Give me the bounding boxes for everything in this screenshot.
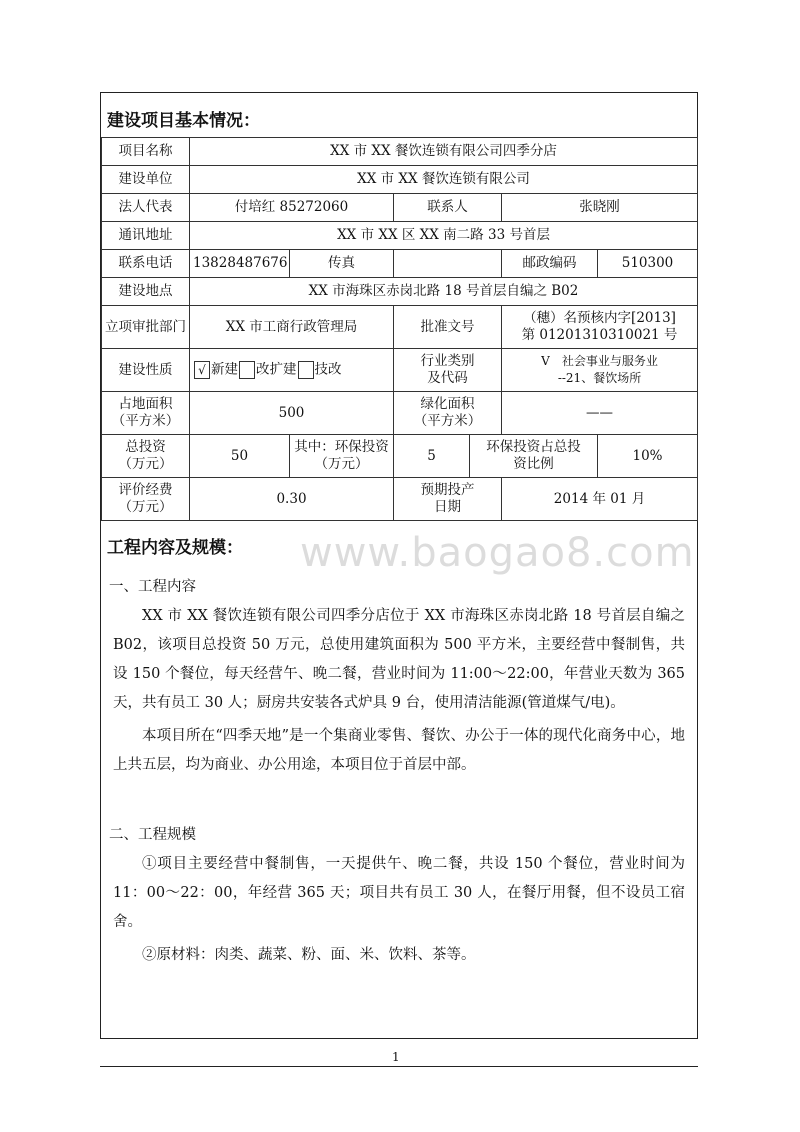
- builder-value: XX 市 XX 餐饮连锁有限公司: [190, 166, 698, 194]
- area-label: [102, 392, 190, 435]
- cell-label: 建设单位: [102, 166, 190, 194]
- address-value: XX 市 XX 区 XX 南二路 33 号首层: [190, 222, 698, 250]
- option-tech-label: 技改: [314, 361, 342, 378]
- project-content: [101, 529, 697, 970]
- legal-rep-value: 付培红 85272060: [190, 194, 394, 222]
- green-value: ——: [502, 392, 698, 435]
- project-name-value: XX 市 XX 餐饮连锁有限公司四季分店: [190, 138, 698, 166]
- date-label-line-2: 日期: [434, 499, 461, 515]
- paragraph: 本项目所在“四季天地”是一个集商业零售、餐饮、办公于一体的现代化商务中心，地上共五层，均为商业、办公用途，本项目位于首层中部。: [113, 728, 685, 773]
- cell-label: 项目名称: [102, 138, 190, 166]
- cell-label: 建设性质: [102, 349, 190, 392]
- table-row: [102, 478, 698, 521]
- fax-value: [394, 250, 502, 278]
- subheading-content: 一、工程内容: [109, 579, 196, 595]
- paragraph: XX 市 XX 餐饮连锁有限公司四季分店位于 XX 市海珠区赤岗北路 18 号首层自编之 B02，该项目总投资 50 万元，总使用建筑面积为 500 平方米，主要经营中餐制售，共设 150 个餐位，每天经营午、晚二餐，营业时间为 11:00～22:00，年营业天数为 365 天，共有员工 30 人；厨房共安装各式炉具 9 台，使用清洁能源(管道煤气/电)。: [113, 608, 685, 711]
- approval-doc-line-1: （穗）名预核内字[2013]: [523, 310, 676, 326]
- industry-value-line-1: V 社会事业与服务业: [541, 354, 658, 368]
- basic-info-title: 建设项目基本情况：: [107, 111, 260, 131]
- ratio-label-line-1: 环保投资占总投: [486, 439, 581, 455]
- content-title: 工程内容及规模：: [107, 538, 243, 558]
- table-row: [102, 194, 698, 222]
- approval-value: XX 市工商行政管理局: [190, 306, 394, 349]
- area-label-line-2: （平方米）: [111, 413, 180, 429]
- postcode-value: 510300: [598, 250, 698, 278]
- investment-label-line-2: （万元）: [118, 456, 173, 472]
- fee-label-line-1: 评价经费: [118, 482, 173, 498]
- option-new-label: 新建: [211, 361, 238, 378]
- basic-info-table: [101, 137, 698, 521]
- table-row: [102, 250, 698, 278]
- table-row: [102, 306, 698, 349]
- table-row: [102, 138, 698, 166]
- table-row: [102, 166, 698, 194]
- fax-label: 传真: [290, 250, 394, 278]
- env-ratio-label: [470, 435, 598, 478]
- contact-label: 联系人: [394, 194, 502, 222]
- checkbox-new-checked[interactable]: √: [194, 361, 210, 379]
- option-expand-label: 改扩建: [256, 361, 297, 378]
- cell-label: 建设地点: [102, 278, 190, 306]
- nature-options: [190, 349, 394, 392]
- area-label-line-1: 占地面积: [118, 396, 173, 412]
- env-label-line-2: （万元）: [314, 456, 369, 472]
- checkbox-tech[interactable]: [298, 361, 314, 379]
- green-label-line-2: （平方米）: [413, 413, 482, 429]
- env-ratio-value: 10%: [598, 435, 698, 478]
- industry-value: [502, 349, 698, 392]
- paragraph: ②原材料：肉类、蔬菜、粉、面、米、饮料、茶等。: [142, 947, 476, 963]
- investment-value: 50: [190, 435, 290, 478]
- subheading-scale: 二、工程规模: [109, 827, 196, 843]
- approval-doc-value: [502, 306, 698, 349]
- table-row: [102, 349, 698, 392]
- industry-label-line-1: 行业类别: [420, 353, 475, 369]
- cell-label: 联系电话: [102, 250, 190, 278]
- env-label-line-1: 其中：环保投资: [294, 439, 389, 455]
- checkbox-expand[interactable]: [239, 361, 255, 379]
- approval-doc-label: 批准文号: [394, 306, 502, 349]
- green-label-line-1: 绿化面积: [420, 396, 475, 412]
- location-value: XX 市海珠区赤岗北路 18 号首层自编之 B02: [190, 278, 698, 306]
- cell-label: 通讯地址: [102, 222, 190, 250]
- footer-divider: [100, 1066, 698, 1067]
- postcode-label: 邮政编码: [502, 250, 598, 278]
- cell-label: 法人代表: [102, 194, 190, 222]
- watermark: www.baogao8.com: [300, 530, 695, 576]
- date-label-line-1: 预期投产: [420, 482, 475, 498]
- table-row: [102, 278, 698, 306]
- table-row: [102, 392, 698, 435]
- fee-label: [102, 478, 190, 521]
- investment-label: [102, 435, 190, 478]
- env-investment-label: [290, 435, 394, 478]
- env-investment-value: 5: [394, 435, 470, 478]
- approval-doc-line-2: 第 01201310310021 号: [521, 327, 678, 343]
- page-number: 1: [392, 1050, 400, 1064]
- table-row: [102, 435, 698, 478]
- fee-value: 0.30: [190, 478, 394, 521]
- green-label: [394, 392, 502, 435]
- industry-label-line-2: 及代码: [427, 370, 468, 386]
- industry-label: [394, 349, 502, 392]
- investment-label-line-1: 总投资: [125, 439, 166, 455]
- production-date-value: 2014 年 01 月: [502, 478, 698, 521]
- ratio-label-line-2: 资比例: [513, 456, 554, 472]
- paragraph: ①项目主要经营中餐制售，一天提供午、晚二餐，共设 150 个餐位，营业时间为 11：00～22：00，年经营 365 天；项目共有员工 30 人，在餐厅用餐，但不设员工宿舍。: [113, 856, 685, 930]
- industry-value-line-2: --21、餐饮场所: [557, 371, 642, 385]
- table-row: [102, 222, 698, 250]
- spacer: [101, 780, 697, 806]
- fee-label-line-2: （万元）: [118, 499, 173, 515]
- contact-value: 张晓刚: [502, 194, 698, 222]
- phone-value: 13828487676: [190, 250, 290, 278]
- cell-label: 立项审批部门: [102, 306, 190, 349]
- area-value: 500: [190, 392, 394, 435]
- production-date-label: [394, 478, 502, 521]
